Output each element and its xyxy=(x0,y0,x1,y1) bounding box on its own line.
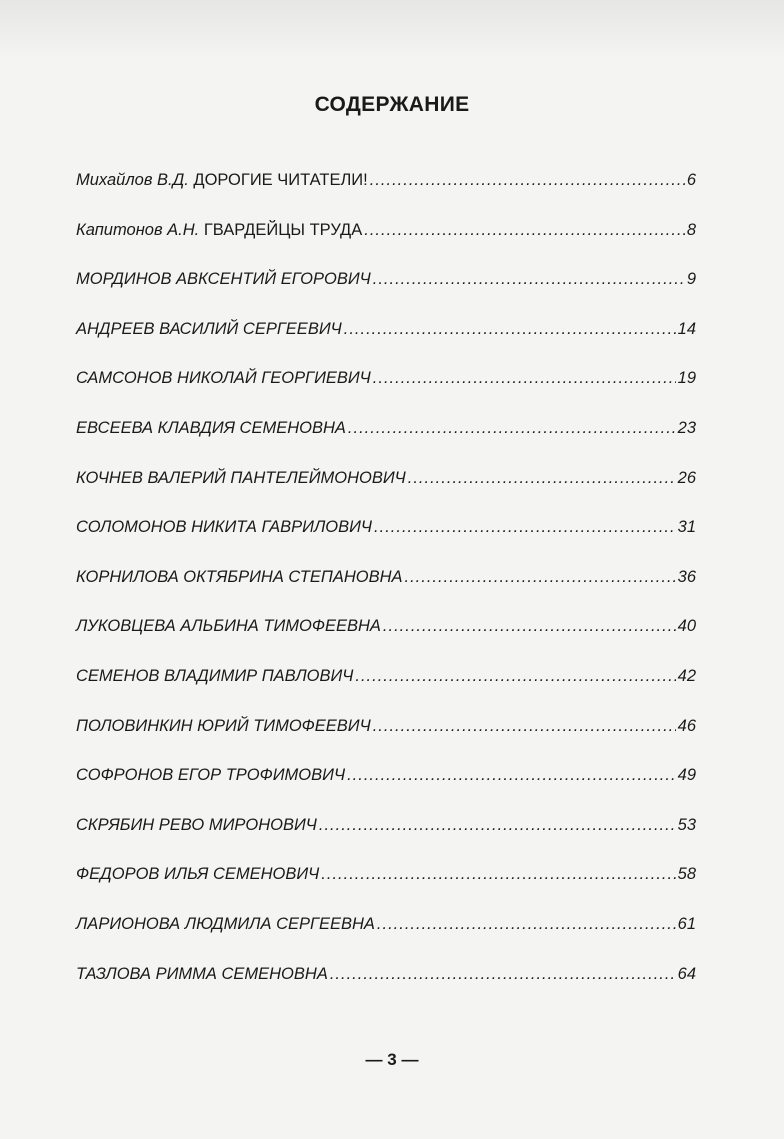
toc-entry-title xyxy=(76,171,368,190)
toc-entry-title xyxy=(76,766,345,785)
toc-entry-page: 64 xyxy=(677,964,696,983)
toc-entry-page: 49 xyxy=(677,766,696,785)
toc-entry xyxy=(76,518,696,568)
dot-leader xyxy=(364,221,685,240)
toc-entry-title xyxy=(76,667,353,686)
dot-leader xyxy=(373,717,676,736)
toc-entry xyxy=(76,717,696,767)
toc-entry-label: СКРЯБИН РЕВО МИРОНОВИЧ xyxy=(76,815,317,834)
toc-entry-title xyxy=(76,568,403,587)
toc-entry-label: СОЛОМОНОВ НИКИТА ГАВРИЛОВИЧ xyxy=(76,518,373,537)
dot-leader xyxy=(373,270,685,289)
toc-entry-title xyxy=(76,221,362,240)
toc-entry-page: 36 xyxy=(677,567,696,586)
toc-entry-title xyxy=(76,965,328,984)
toc-entry-label: СЕМЕНОВ ВЛАДИМИР ПАВЛОВИЧ xyxy=(76,666,354,685)
dot-leader xyxy=(347,766,676,785)
toc-entry-label: САМСОНОВ НИКОЛАЙ ГЕОРГИЕВИЧ xyxy=(76,369,371,388)
toc-entry-page: 53 xyxy=(677,815,696,834)
toc-entry-page: 58 xyxy=(677,865,696,884)
toc-entry-title xyxy=(76,865,319,884)
toc-entry-page: 6 xyxy=(686,171,696,189)
toc-entry xyxy=(76,171,696,221)
toc-entry xyxy=(76,965,696,1015)
toc-entry-page: 61 xyxy=(677,914,696,933)
toc-entry xyxy=(76,915,696,965)
toc-entry-page: 23 xyxy=(677,418,696,437)
toc-entry xyxy=(76,617,696,667)
dot-leader xyxy=(321,865,675,884)
toc-entry-page: 42 xyxy=(677,666,696,685)
toc-entry-title xyxy=(76,320,342,339)
toc-entry xyxy=(76,816,696,866)
toc-entry xyxy=(76,419,696,469)
toc-entry-title xyxy=(76,518,372,537)
toc-entry-label: КОРНИЛОВА ОКТЯБРИНА СТЕПАНОВНА xyxy=(76,567,403,586)
page-title: СОДЕРЖАНИЕ xyxy=(314,93,470,116)
toc-entry xyxy=(76,766,696,816)
dot-leader xyxy=(355,667,675,686)
toc-entry-label: ЛАРИОНОВА ЛЮДМИЛА СЕРГЕЕВНА xyxy=(76,914,375,933)
toc-entry-label: ГВАРДЕЙЦЫ ТРУДА xyxy=(203,220,363,239)
toc-entry xyxy=(76,865,696,915)
toc-entry-title xyxy=(76,270,371,289)
dot-leader xyxy=(374,518,676,537)
toc-entry-title xyxy=(76,915,375,934)
toc-entry-page: 26 xyxy=(677,468,696,487)
toc-entry-page: 46 xyxy=(677,716,696,735)
toc-entry-page: 31 xyxy=(677,518,696,537)
toc-entry xyxy=(76,469,696,519)
dot-leader xyxy=(377,915,676,934)
toc-entry-author: Михайлов В.Д. xyxy=(76,171,189,189)
toc-entry-label: ЕВСЕЕВА КЛАВДИЯ СЕМЕНОВНА xyxy=(76,418,346,437)
toc-entry-label: МОРДИНОВ АВКСЕНТИЙ ЕГОРОВИЧ xyxy=(76,270,371,289)
dot-leader xyxy=(370,171,685,190)
toc-entry-title xyxy=(76,469,406,488)
toc-entry-label: СОФРОНОВ ЕГОР ТРОФИМОВИЧ xyxy=(76,766,346,785)
dot-leader xyxy=(373,369,676,388)
toc-entry-title xyxy=(76,717,371,736)
toc-entry-label: ДОРОГИЕ ЧИТАТЕЛИ! xyxy=(193,171,368,189)
toc-entry xyxy=(76,320,696,370)
dot-leader xyxy=(344,320,676,339)
toc-entry-title xyxy=(76,369,371,388)
toc-entry xyxy=(76,369,696,419)
toc-entry-title xyxy=(76,816,317,835)
dot-leader xyxy=(319,816,676,835)
dot-leader xyxy=(408,469,676,488)
toc-entry-label: КОЧНЕВ ВАЛЕРИЙ ПАНТЕЛЕЙМОНОВИЧ xyxy=(76,468,406,487)
toc-entry xyxy=(76,568,696,618)
toc-entry-title xyxy=(76,419,346,438)
toc-entry-title xyxy=(76,617,381,636)
toc-entry-label: ТАЗЛОВА РИММА СЕМЕНОВНА xyxy=(76,964,328,983)
toc-entry xyxy=(76,221,696,271)
table-of-contents xyxy=(76,171,696,1014)
toc-entry-label: АНДРЕЕВ ВАСИЛИЙ СЕРГЕЕВИЧ xyxy=(76,319,342,338)
page-number: — 3 — xyxy=(365,1050,419,1069)
toc-entry-author: Капитонов А.Н. xyxy=(76,220,200,239)
dot-leader xyxy=(405,568,676,587)
dot-leader xyxy=(383,617,676,636)
toc-entry xyxy=(76,667,696,717)
toc-entry xyxy=(76,270,696,320)
toc-entry-label: ФЕДОРОВ ИЛЬЯ СЕМЕНОВИЧ xyxy=(76,865,320,884)
toc-entry-page: 9 xyxy=(686,270,696,289)
toc-entry-page: 14 xyxy=(677,319,696,338)
dot-leader xyxy=(348,419,676,438)
toc-entry-label: ЛУКОВЦЕВА АЛЬБИНА ТИМОФЕЕВНА xyxy=(76,617,381,636)
dot-leader xyxy=(330,965,676,984)
toc-entry-page: 19 xyxy=(677,369,696,388)
toc-entry-page: 8 xyxy=(686,220,696,239)
toc-entry-page: 40 xyxy=(677,617,696,636)
toc-entry-label: ПОЛОВИНКИН ЮРИЙ ТИМОФЕЕВИЧ xyxy=(76,716,371,735)
scan-top-shadow xyxy=(0,0,784,60)
